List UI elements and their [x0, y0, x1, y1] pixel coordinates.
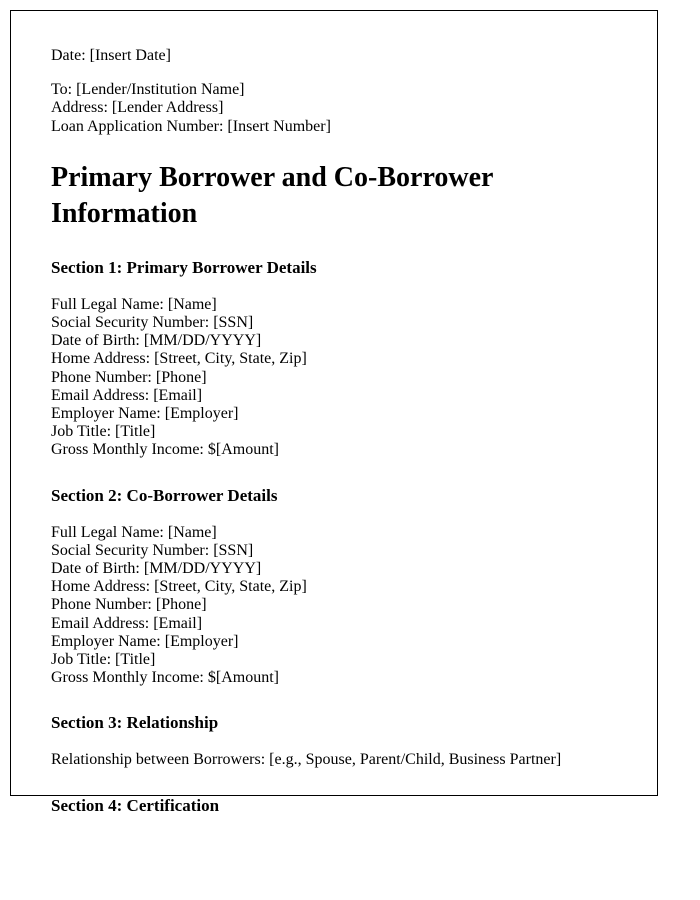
field-full-legal-name: Full Legal Name: [Name] [51, 523, 217, 541]
field-gross-monthly-income: Gross Monthly Income: $[Amount] [51, 669, 279, 687]
section-2-body [51, 524, 617, 688]
field-ssn: Social Security Number: [SSN] [51, 314, 254, 332]
section-1-body [51, 296, 617, 460]
section-1-heading: Section 1: Primary Borrower Details [51, 257, 317, 277]
field-home-address: Home Address: [Street, City, State, Zip] [51, 350, 307, 368]
field-relationship: Relationship between Borrowers: [e.g., Spouse, Parent/Child, Business Partner] [51, 751, 562, 769]
field-ssn: Social Security Number: [SSN] [51, 541, 254, 559]
field-employer-name: Employer Name: [Employer] [51, 632, 239, 650]
document-page [10, 10, 658, 815]
document-content [11, 11, 657, 816]
section-2-heading: Section 2: Co-Borrower Details [51, 485, 278, 505]
field-email-address: Email Address: [Email] [51, 614, 203, 632]
address-line: Address: [Lender Address] [51, 99, 224, 117]
field-full-legal-name: Full Legal Name: [Name] [51, 295, 217, 313]
date-line: Date: [Insert Date] [51, 47, 171, 64]
field-phone-number: Phone Number: [Phone] [51, 596, 207, 614]
field-job-title: Job Title: [Title] [51, 651, 156, 669]
recipient-block [51, 81, 617, 136]
date-block [51, 47, 617, 65]
section-3-heading: Section 3: Relationship [51, 713, 219, 733]
to-line: To: [Lender/Institution Name] [51, 81, 245, 99]
field-home-address: Home Address: [Street, City, State, Zip] [51, 578, 307, 596]
loan-number-line: Loan Application Number: [Insert Number] [51, 117, 331, 135]
field-date-of-birth: Date of Birth: [MM/DD/YYYY] [51, 332, 262, 350]
document-title: Primary Borrower and Co-Borrower Information [51, 161, 493, 229]
field-email-address: Email Address: [Email] [51, 386, 203, 404]
field-employer-name: Employer Name: [Employer] [51, 405, 239, 423]
field-gross-monthly-income: Gross Monthly Income: $[Amount] [51, 441, 279, 459]
section-4-heading: Section 4: Certification [51, 795, 220, 815]
section-3-body [51, 751, 617, 769]
field-date-of-birth: Date of Birth: [MM/DD/YYYY] [51, 560, 262, 578]
field-job-title: Job Title: [Title] [51, 423, 156, 441]
field-phone-number: Phone Number: [Phone] [51, 368, 207, 386]
